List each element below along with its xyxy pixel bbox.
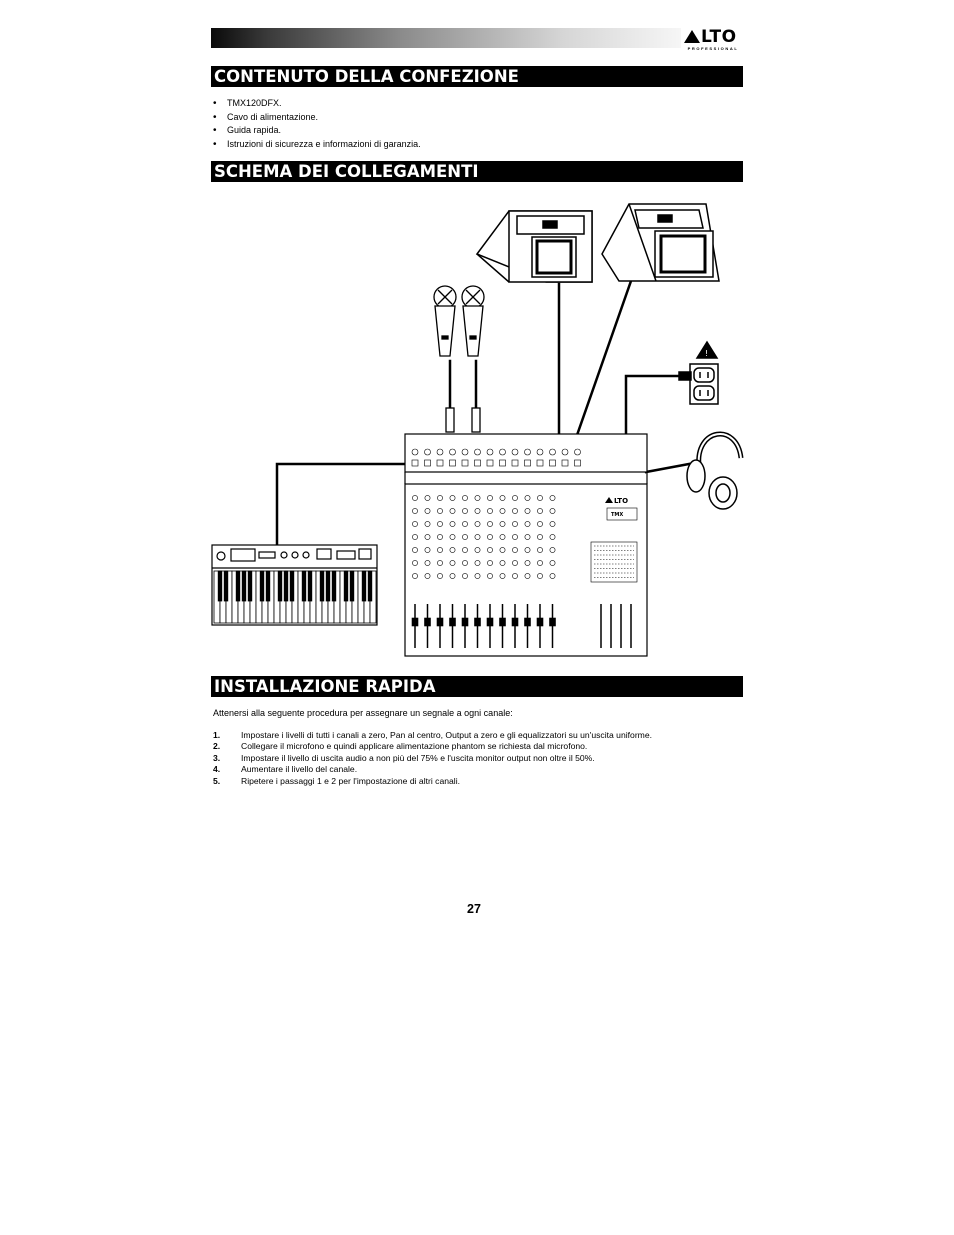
black-key [344,571,348,601]
knob-icon [462,534,467,539]
knob-icon [462,521,467,526]
knob-icon [487,521,492,526]
black-key [290,571,294,601]
knob-icon [412,534,417,539]
microphone-icon [462,286,484,432]
knob-icon [537,495,542,500]
knob-icon [512,521,517,526]
knob-icon [425,495,430,500]
knob-icon [412,521,417,526]
logo-word [684,29,737,46]
knob-icon [437,495,442,500]
cable-speaker-right [576,281,631,438]
knob-icon [512,495,517,500]
black-key [362,571,366,601]
knob-icon [462,573,467,578]
list-item [213,753,652,764]
knob-icon [437,508,442,513]
fader-cap [437,618,443,626]
knob-icon [525,547,530,552]
page-number: 27 [467,902,481,916]
power-outlet-icon [679,342,718,404]
jack-icon [537,460,543,466]
black-key [332,571,336,601]
logo-text: LTO [701,27,737,47]
jack-icon [425,449,431,455]
meter-panel [591,542,637,582]
knob-icon [475,547,480,552]
bullet-icon: • [213,111,217,123]
knob-icon [412,547,417,552]
knob-icon [475,573,480,578]
knob-icon [500,521,505,526]
bullet-icon: • [213,125,217,137]
knob-icon [500,547,505,552]
knob-icon [550,508,555,513]
jack-icon [550,449,556,455]
fader-cap [425,618,431,626]
bullet-icon: • [213,98,217,109]
knob-icon [512,573,517,578]
knob-icon [437,560,442,565]
knob-icon [412,495,417,500]
section-title: INSTALLAZIONE RAPIDA [214,677,436,696]
knob-icon [462,547,467,552]
black-key [260,571,264,601]
knob-icon [450,534,455,539]
knob-icon [475,495,480,500]
jack-icon [437,460,443,466]
knob-icon [537,521,542,526]
jack-icon [537,449,543,455]
knob-icon [537,573,542,578]
knob-icon [412,508,417,513]
fader-cap [412,618,418,626]
jack-icon [437,449,443,455]
jack-icon [562,460,568,466]
knob-icon [450,547,455,552]
black-key [308,571,312,601]
knob-icon [537,534,542,539]
knob-icon [525,534,530,539]
knob-icon [487,495,492,500]
black-key [326,571,330,601]
logo-triangle-icon [684,30,700,43]
knob-icon [412,573,417,578]
list-item [213,111,421,125]
fader-cap [512,618,518,626]
jack-icon [412,460,418,466]
knob-icon [537,560,542,565]
black-key [236,571,240,601]
list-item-text: Istruzioni di sicurezza e informazioni di garanzia. [227,138,421,149]
black-key [350,571,354,601]
knob-icon [512,534,517,539]
black-key [320,571,324,601]
knob-icon [550,547,555,552]
section-title: SCHEMA DEI COLLEGAMENTI [214,162,479,181]
knob-icon [525,508,530,513]
knob-icon [487,547,492,552]
knob-icon [450,560,455,565]
step-number: 5. [213,775,221,786]
jack-icon [475,460,481,466]
black-key [302,571,306,601]
knob-icon [500,534,505,539]
section-heading-diagram [211,161,743,182]
jack-icon [525,449,531,455]
section-heading-contents [211,66,743,87]
mixer-logo: LTO [614,497,629,505]
contents-list [213,97,421,151]
knob-icon [525,560,530,565]
fader-cap [475,618,481,626]
headphones-icon [687,434,741,509]
jack-icon [462,460,468,466]
jack-icon [575,449,581,455]
jack-icon [500,460,506,466]
knob-icon [550,495,555,500]
knob-icon [450,495,455,500]
knob-icon [487,573,492,578]
list-item-text: TMX120DFX. [227,98,282,108]
speaker-icon [602,204,719,281]
step-text: Aumentare il livello del canale. [241,764,358,775]
section-title: CONTENUTO DELLA CONFEZIONE [214,67,519,86]
knob-icon [500,508,505,513]
knob-icon [487,560,492,565]
knob-icon [500,573,505,578]
fader-cap [487,618,493,626]
cable-keyboard [277,464,405,548]
knob-icon [437,573,442,578]
knob-icon [550,534,555,539]
header-gradient-bar [211,28,681,48]
list-item [213,776,652,787]
knob-icon [425,547,430,552]
black-key [266,571,270,601]
knob-icon [550,521,555,526]
step-text: Collegare il microfono e quindi applicare alimentazione phantom se richiesta dal microfono. [241,741,588,752]
jack-icon [525,460,531,466]
knob-icon [550,573,555,578]
speaker-icon [477,211,592,282]
step-number: 1. [213,730,221,740]
step-text: Impostare il livello di uscita audio a non più del 75% e l'uscita monitor output non oltre il 50%. [241,752,595,763]
jack-icon [562,449,568,455]
black-key [218,571,222,601]
knob-icon [525,521,530,526]
list-item [213,764,652,775]
step-text: Ripetere i passaggi 1 e 2 per l'impostazione di altri canali. [241,775,460,786]
jack-icon [475,449,481,455]
jack-icon [487,449,493,455]
black-key [284,571,288,601]
mixer-model-label: TMX [611,512,624,518]
knob-icon [412,560,417,565]
svg-text:!: ! [705,349,709,358]
setup-steps-list [213,730,652,787]
fader-cap [500,618,506,626]
black-key [248,571,252,601]
knob-icon [537,508,542,513]
black-key [278,571,282,601]
jack-icon [512,460,518,466]
knob-icon [550,560,555,565]
knob-icon [437,534,442,539]
fader-cap [537,618,543,626]
knob-icon [462,560,467,565]
connection-diagram [209,196,749,661]
jack-icon [487,460,493,466]
black-key [242,571,246,601]
knob-icon [450,521,455,526]
knob-icon [437,547,442,552]
cable-headphones [646,464,689,472]
knob-icon [525,495,530,500]
fader-cap [450,618,456,626]
black-key [224,571,228,601]
jack-icon [550,460,556,466]
knob-icon [450,573,455,578]
list-item [213,730,652,741]
knob-icon [475,534,480,539]
keyboard-keys [214,571,376,623]
knob-icon [425,573,430,578]
knob-icon [512,508,517,513]
knob-icon [512,560,517,565]
step-number: 4. [213,764,221,775]
list-item-text: Guida rapida. [227,125,282,136]
knob-icon [525,573,530,578]
logo-subtitle: PROFESSIONAL [687,46,739,51]
step-text: Impostare i livelli di tutti i canali a zero, Pan al centro, Output a zero e gli equalizzatori su un'uscita uniforme. [241,730,653,740]
knob-icon [500,560,505,565]
fader-cap [550,618,556,626]
list-item [213,138,421,152]
knob-icon [450,508,455,513]
microphone-icon [434,286,456,432]
knob-icon [537,547,542,552]
knob-icon [487,508,492,513]
list-item-text: Cavo di alimentazione. [227,111,319,122]
knob-icon [487,534,492,539]
list-item [213,124,421,138]
knob-icon [462,508,467,513]
knob-icon [500,495,505,500]
fader-cap [462,618,468,626]
knob-icon [512,547,517,552]
knob-icon [425,508,430,513]
jack-icon [575,460,581,466]
jack-icon [425,460,431,466]
knob-icon [475,521,480,526]
knob-icon [475,560,480,565]
knob-icon [475,508,480,513]
fader-cap [525,618,531,626]
setup-intro: Attenersi alla seguente procedura per assegnare un segnale a ogni canale: [213,708,513,718]
list-item [213,741,652,752]
jack-icon [412,449,418,455]
section-heading-setup [211,676,743,697]
knob-icon [425,534,430,539]
knob-icon [425,560,430,565]
step-number: 2. [213,741,221,752]
jack-icon [500,449,506,455]
black-key [368,571,372,601]
jack-icon [462,449,468,455]
list-item [213,97,421,111]
jack-icon [450,449,456,455]
step-number: 3. [213,752,221,763]
jack-icon [450,460,456,466]
cable-power [626,376,679,438]
knob-icon [425,521,430,526]
jack-icon [512,449,518,455]
bullet-icon: • [213,138,217,150]
brand-logo [684,29,742,51]
knob-icon [437,521,442,526]
knob-icon [462,495,467,500]
